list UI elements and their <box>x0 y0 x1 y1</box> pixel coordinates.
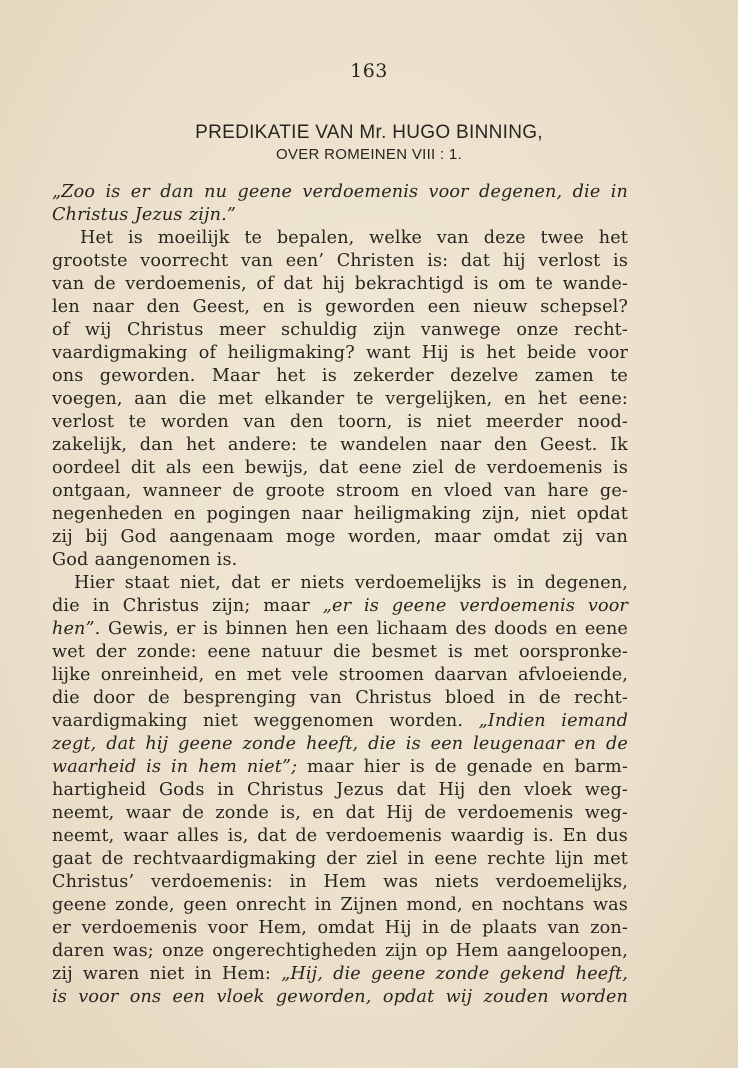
text-line <box>52 273 628 296</box>
sermon-body <box>52 181 628 1009</box>
text-line <box>52 365 628 388</box>
line-text: die in Christus zijn; maar <box>52 596 323 616</box>
text-line <box>52 848 628 871</box>
line-text: zakelijk, dan het andere: te wandelen naar den Geest. Ik <box>52 435 628 455</box>
line-text: vaardigmaking niet weggenomen worden. <box>52 711 479 731</box>
line-text: Christus’ verdoemenis: in Hem was niets verdoemelijks, <box>52 872 628 892</box>
line-text: is voor ons een vloek geworden, opdat wij zouden worden <box>52 987 628 1007</box>
text-line <box>52 181 628 204</box>
text-line <box>52 411 628 434</box>
text-line <box>52 457 628 480</box>
text-line <box>52 434 628 457</box>
line-text: daren was; onze ongerechtigheden zijn op Hem aangeloopen, <box>52 941 628 961</box>
text-line <box>52 296 628 319</box>
scripture-reference: OVER ROMEINEN VIII : 1. <box>275 146 463 163</box>
line-text: grootste voorrecht van een’ Christen is: dat hij verlost is <box>52 251 628 271</box>
line-text: van de verdoemenis, of dat hij bekrachtigd is om te wande- <box>52 274 628 294</box>
line-text: neemt, waar de zonde is, en dat Hij de verdoemenis weg- <box>52 803 628 823</box>
quote-fragment: „er is geene verdoemenis voor <box>322 596 628 616</box>
text-line <box>52 871 628 894</box>
page-number: 163 <box>350 60 388 82</box>
text-line <box>52 388 628 411</box>
text-line <box>52 503 628 526</box>
line-text: zij bij God aangenaam moge worden, maar omdat zij van <box>52 527 628 547</box>
line-text: God aangenomen is. <box>52 550 238 570</box>
line-text: geene zonde, geen onrecht in Zijnen mond, en nochtans was <box>52 895 628 915</box>
text-line <box>52 963 628 986</box>
quote-fragment: hen”. <box>52 619 101 639</box>
quote-fragment: waarheid is in hem niet”; <box>52 757 298 777</box>
line-text: ontgaan, wanneer de groote stroom en vloed van hare ge- <box>52 481 628 501</box>
text-line <box>52 526 628 549</box>
text-line <box>52 986 628 1009</box>
line-text: of wij Christus meer schuldig zijn vanwege onze recht- <box>52 320 628 340</box>
text-line <box>52 940 628 963</box>
text-line <box>52 825 628 848</box>
line-text: die door de besprenging van Christus bloed in de recht- <box>52 688 628 708</box>
text-line <box>52 802 628 825</box>
text-line <box>52 250 628 273</box>
line-text: negenheden en pogingen naar heiligmaking zijn, niet opdat <box>52 504 628 524</box>
line-text: len naar den Geest, en is geworden een nieuw schepsel? <box>52 297 628 317</box>
line-text: gaat de rechtvaardigmaking der ziel in eene rechte lijn met <box>52 849 628 869</box>
text-line <box>52 342 628 365</box>
line-text: zegt, dat hij geene zonde heeft, die is een leugenaar en de <box>52 734 628 754</box>
line-text: hartigheid Gods in Christus Jezus dat Hij den vloek weg- <box>52 780 628 800</box>
text-line <box>52 710 628 733</box>
line-text: voegen, aan die met elkander te vergelijken, en het eene: <box>52 389 628 409</box>
line-text: Gewis, er is binnen hen een lichaam des doods en eene <box>100 619 628 639</box>
line-text: Hier staat niet, dat er niets verdoemelijks is in degenen, <box>74 573 628 593</box>
text-line <box>52 687 628 710</box>
text-line <box>52 779 628 802</box>
text-line <box>52 917 628 940</box>
text-line <box>52 572 628 595</box>
text-line <box>52 894 628 917</box>
line-text: verlost te worden van den toorn, is niet meerder nood- <box>52 412 628 432</box>
text-line <box>52 480 628 503</box>
line-text: neemt, waar alles is, dat de verdoemenis waardig is. En dus <box>52 826 628 846</box>
line-text: er verdoemenis voor Hem, omdat Hij in de plaats van zon- <box>52 918 628 938</box>
text-line <box>52 595 628 618</box>
line-text: lijke onreinheid, en met vele stroomen daarvan afvloeiende, <box>52 665 628 685</box>
line-text: ons geworden. Maar het is zekerder dezelve zamen te <box>52 366 628 386</box>
line-text: vaardigmaking of heiligmaking? want Hij is het beide voor <box>52 343 628 363</box>
line-text: maar hier is de genade en barm- <box>297 757 628 777</box>
line-text: „Zoo is er dan nu geene verdoemenis voor degenen, die in <box>52 182 628 202</box>
text-line <box>52 733 628 756</box>
line-text: Het is moeilijk te bepalen, welke van deze twee het <box>80 228 628 248</box>
sermon-title: PREDIKATIE VAN Mr. HUGO BINNING, <box>195 122 543 143</box>
line-text: wet der zonde: eene natuur die besmet is met oorspronke- <box>52 642 628 662</box>
quote-fragment: „Indien iemand <box>478 711 628 731</box>
text-line <box>52 664 628 687</box>
line-text: Christus Jezus zijn.” <box>52 205 236 225</box>
text-line <box>52 204 628 227</box>
line-text: zij waren niet in Hem: <box>52 964 282 984</box>
text-line <box>52 319 628 342</box>
text-line <box>52 618 628 641</box>
text-line <box>52 756 628 779</box>
text-line <box>52 549 628 572</box>
text-line <box>52 641 628 664</box>
line-text: oordeel dit als een bewijs, dat eene ziel de verdoemenis is <box>52 458 628 478</box>
text-line <box>52 227 628 250</box>
quote-fragment: „Hij, die geene zonde gekend heeft, <box>281 964 628 984</box>
